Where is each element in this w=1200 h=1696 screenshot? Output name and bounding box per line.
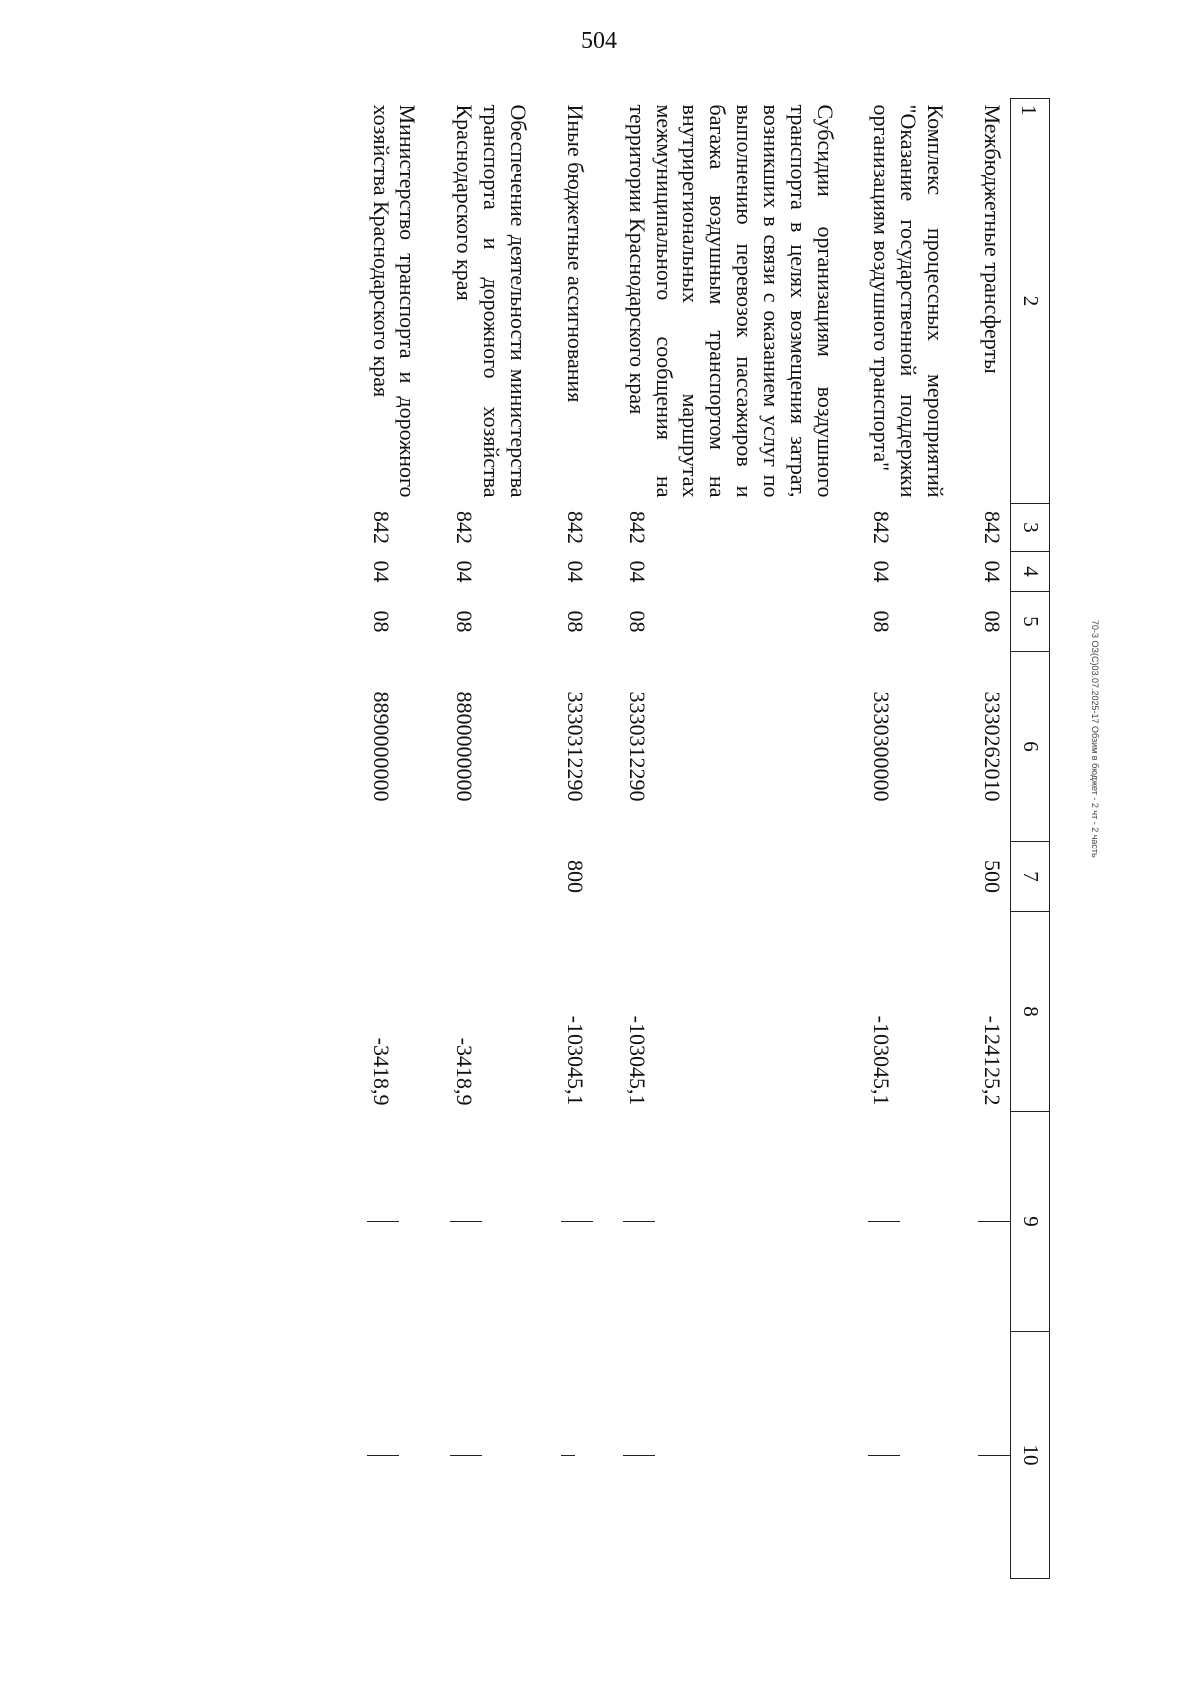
table-row <box>623 99 838 1579</box>
row-c5: 08 <box>624 610 650 633</box>
row-c10 <box>367 1332 421 1579</box>
dash-mark <box>978 1455 1010 1456</box>
row-c6: 8890000000 <box>368 691 394 802</box>
row-c3: 842 <box>979 511 1005 544</box>
row-c8: -103045,1 <box>562 1015 588 1106</box>
row-c10 <box>623 1332 838 1579</box>
dash-mark <box>450 1221 482 1222</box>
row-c9 <box>868 1112 948 1332</box>
row-name: Иные бюджетные ассигнования <box>562 104 588 403</box>
row-c7: 800 <box>562 860 588 893</box>
row-c4: 04 <box>368 560 394 583</box>
row-c6: 3330312290 <box>624 691 650 802</box>
header-col-9: 9 <box>1011 1112 1050 1332</box>
dash-mark <box>623 1221 655 1222</box>
row-c7 <box>450 842 530 912</box>
row-c10 <box>450 1332 530 1579</box>
row-c3: 842 <box>368 511 394 544</box>
row-spacer <box>593 99 623 1579</box>
column-number-header <box>1011 99 1050 1579</box>
row-c8: -3418,9 <box>368 1037 394 1106</box>
row-c10 <box>978 1332 1011 1579</box>
row-name: Обеспечение деятельности министерства транспорта и дорожного хозяйства Краснодарского края <box>452 104 531 498</box>
row-c6: 3330300000 <box>869 691 895 802</box>
table-row <box>450 99 530 1579</box>
dash-mark <box>561 1455 575 1456</box>
row-spacer <box>948 99 978 1579</box>
dash-mark <box>868 1455 900 1456</box>
header-cell-1-2 <box>1011 99 1050 504</box>
header-col-2: 2 <box>1018 295 1043 307</box>
row-c10 <box>868 1332 948 1579</box>
row-c9 <box>450 1112 530 1332</box>
row-c4: 04 <box>624 560 650 583</box>
row-c6: 3330262010 <box>979 691 1005 802</box>
row-c4: 04 <box>979 560 1005 583</box>
row-spacer <box>420 99 450 1579</box>
row-c10 <box>561 1332 593 1579</box>
header-col-8: 8 <box>1011 912 1050 1112</box>
header-col-5: 5 <box>1011 592 1050 652</box>
row-c9 <box>623 1112 838 1332</box>
row-c5: 08 <box>869 610 895 633</box>
table-row <box>868 99 948 1579</box>
header-col-6: 6 <box>1011 652 1050 842</box>
row-c6: 8800000000 <box>452 691 478 802</box>
row-c4: 04 <box>562 560 588 583</box>
header-col-4: 4 <box>1011 552 1050 592</box>
row-spacer <box>838 99 868 1579</box>
row-c7 <box>367 842 421 912</box>
dash-mark <box>450 1455 482 1456</box>
row-c8: -3418,9 <box>452 1037 478 1106</box>
row-name: Министерство транспорта и дорожного хозяйства Краснодарского края <box>368 104 421 498</box>
dash-mark <box>978 1221 1010 1222</box>
dash-mark <box>868 1221 900 1222</box>
dash-mark <box>367 1221 399 1222</box>
dash-mark <box>623 1455 655 1456</box>
table-row <box>367 99 421 1579</box>
row-c4: 04 <box>869 560 895 583</box>
header-col-3: 3 <box>1011 504 1050 552</box>
dash-mark <box>367 1455 399 1456</box>
row-c8: -124125,2 <box>979 1015 1005 1106</box>
document-footer: 70-3 ОЗ(С)03.07.2025-17 Обзим в бюджет - 2 чт - 2 часть <box>1090 620 1100 858</box>
table-row <box>978 99 1011 1579</box>
row-c4: 04 <box>452 560 478 583</box>
row-c9 <box>561 1112 593 1332</box>
row-c9 <box>367 1112 421 1332</box>
table-row <box>561 99 593 1579</box>
row-c5: 08 <box>452 610 478 633</box>
row-c3: 842 <box>869 511 895 544</box>
row-name: Межбюджетные трансферты <box>979 104 1005 374</box>
row-c3: 842 <box>562 511 588 544</box>
row-c3: 842 <box>452 511 478 544</box>
row-c7 <box>868 842 948 912</box>
row-c5: 08 <box>979 610 1005 633</box>
row-name: Субсидии организациям воздушного транспорта в целях возмещения затрат, возникших в связи с оказанием услуг по выполнению перевозок пассажиров и багажа воздушным транспортом на внутрирегиональных маршрутах межмуниципального сообщения на территории Краснодарского края <box>624 104 838 498</box>
row-c8: -103045,1 <box>869 1015 895 1106</box>
header-col-7: 7 <box>1011 842 1050 912</box>
row-c7 <box>623 842 838 912</box>
row-name: Комплекс процессных мероприятий "Оказание государственной поддержки организациям воздушного транспорта" <box>869 104 948 498</box>
header-col-1: 1 <box>1017 105 1041 116</box>
rotated-table-container <box>170 98 1050 1578</box>
row-c8: -103045,1 <box>624 1015 650 1106</box>
budget-table <box>367 98 1050 1579</box>
row-c7: 500 <box>979 860 1005 893</box>
header-col-10: 10 <box>1011 1332 1050 1579</box>
row-c6: 3330312290 <box>562 691 588 802</box>
row-c5: 08 <box>562 610 588 633</box>
page-number: 504 <box>581 28 617 54</box>
row-c3: 842 <box>624 511 650 544</box>
row-spacer <box>531 99 561 1579</box>
row-c5: 08 <box>368 610 394 633</box>
dash-mark <box>561 1221 593 1222</box>
row-c9 <box>978 1112 1011 1332</box>
